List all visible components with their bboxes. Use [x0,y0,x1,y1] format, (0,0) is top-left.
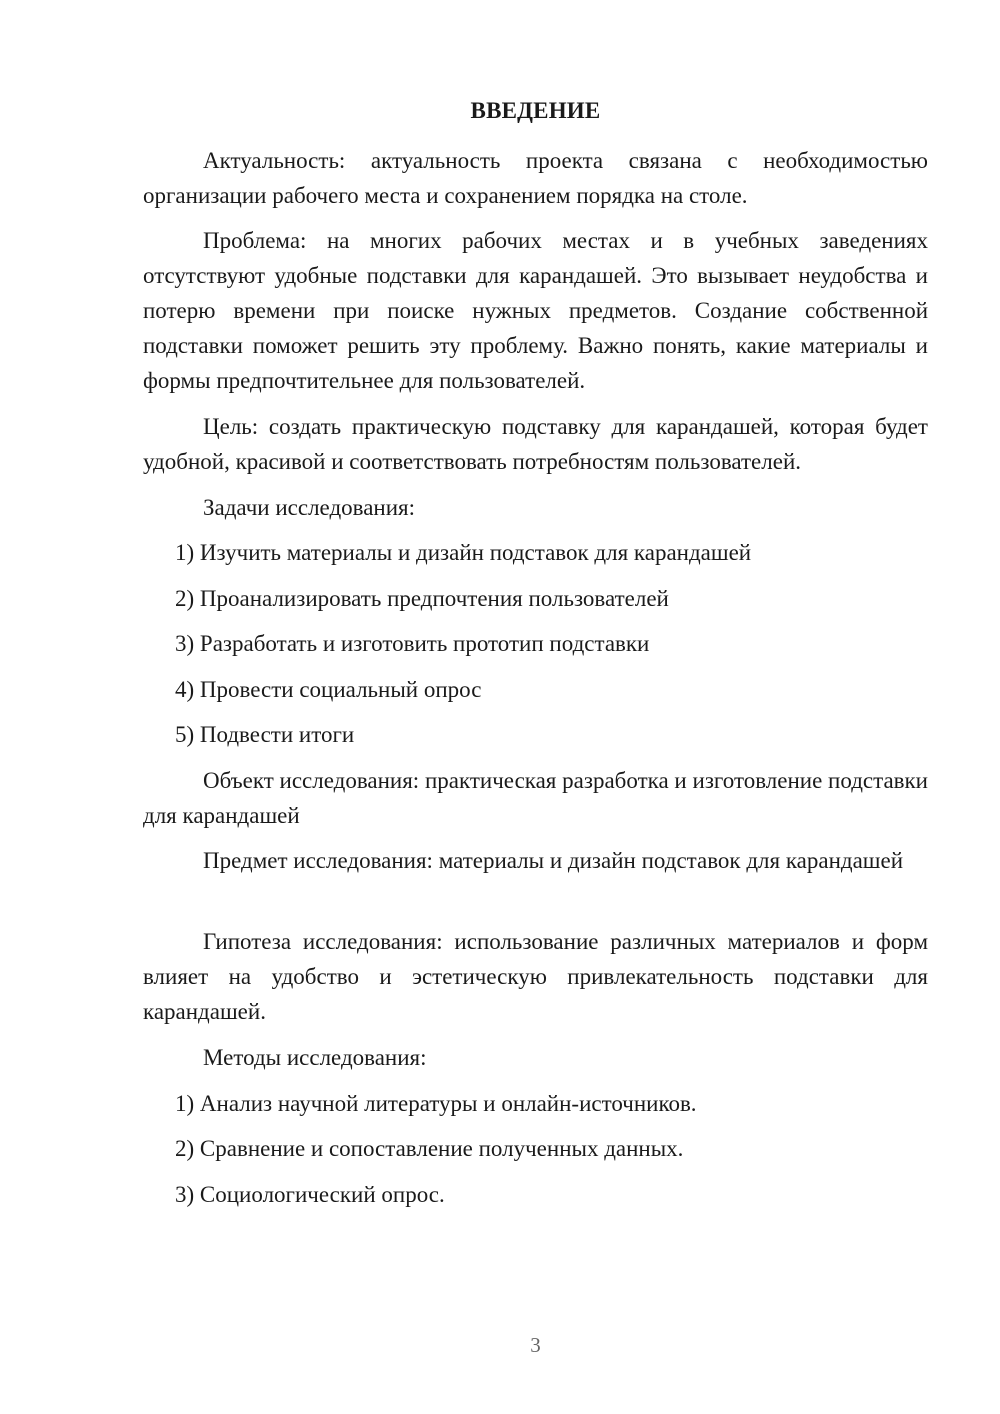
page-number: 3 [530,1333,541,1357]
paragraph-object: Объект исследования: практическая разработка и изготовление подставки для карандашей [143,768,928,828]
task-item-3: 3) Разработать и изготовить прототип подставки [175,631,650,656]
paragraph-relevance: Актуальность: актуальность проекта связана с необходимостью организации рабочего места и сохранением порядка на столе. [143,148,928,208]
method-item-2: 2) Сравнение и сопоставление полученных данных. [175,1136,684,1161]
task-item-5: 5) Подвести итоги [175,722,355,747]
paragraph-goal: Цель: создать практическую подставку для карандашей, которая будет удобной, красивой и соответствовать потребностям пользователей. [143,414,928,474]
paragraph-problem: Проблема: на многих рабочих местах и в учебных заведениях отсутствуют удобные подставки для карандашей. Это вызывает неудобства и потерю времени при поиске нужных предметов. Создание собственной подставки поможет решить эту проблему. Важно понять, какие материалы и формы предпочтительнее для пользователей. [143,228,928,393]
task-item-2: 2) Проанализировать предпочтения пользователей [175,586,669,611]
paragraph-subject: Предмет исследования: материалы и дизайн подставок для карандашей [203,848,904,873]
paragraph-hypothesis: Гипотеза исследования: использование различных материалов и форм влияет на удобство и эстетическую привлекательность подставки для карандашей. [143,929,928,1024]
method-item-1: 1) Анализ научной литературы и онлайн-источников. [175,1091,697,1116]
methods-heading: Методы исследования: [203,1045,427,1070]
page-title: ВВЕДЕНИЕ [470,98,601,123]
tasks-heading: Задачи исследования: [203,495,416,520]
task-item-1: 1) Изучить материалы и дизайн подставок для карандашей [175,540,752,565]
document-page [143,0,928,1414]
task-item-4: 4) Провести социальный опрос [175,677,482,702]
method-item-3: 3) Социологический опрос. [175,1182,445,1207]
